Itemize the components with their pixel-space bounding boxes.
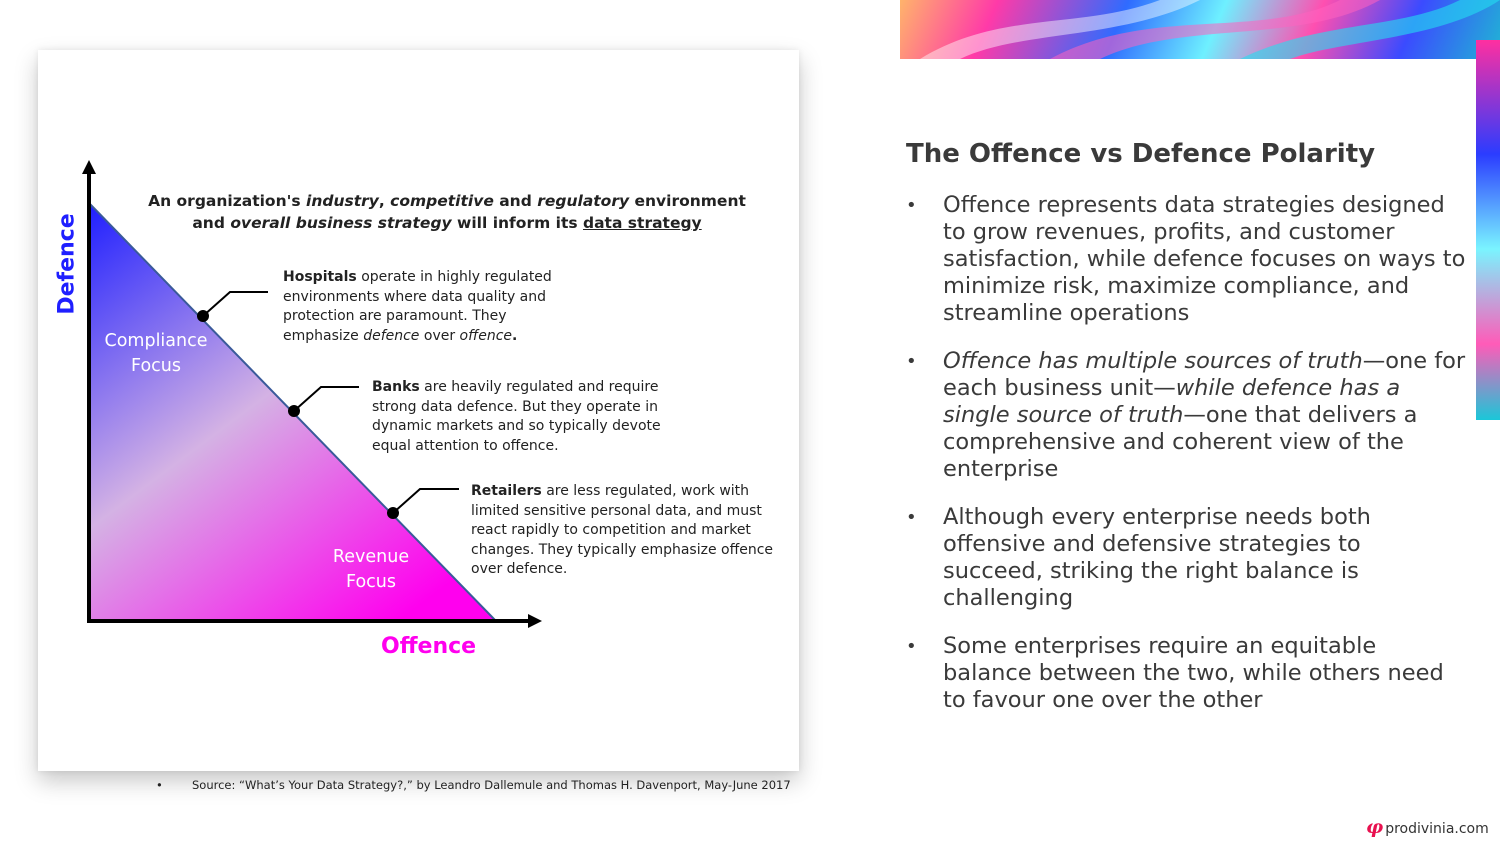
source-citation	[156, 778, 791, 792]
bullet-text: Although every enterprise needs both offensive and defensive strategies to succeed, striking the right balance is challenging	[943, 504, 1371, 611]
retailers-heading: Retailers	[471, 483, 542, 499]
bullet-item	[906, 192, 1466, 327]
retailers-dot	[387, 507, 399, 519]
hospitals-heading: Hospitals	[283, 269, 357, 285]
bullet-list	[906, 192, 1466, 735]
retailers-connector	[393, 489, 459, 513]
hospitals-text: operate in highly regulated environments where data quality and protection are paramount. They emphasize defence over offence.	[283, 269, 552, 344]
compliance-focus-label: Compliance Focus	[104, 331, 208, 376]
banks-connector	[294, 387, 359, 411]
offence-axis-label: Offence	[381, 634, 477, 659]
retailers-callout	[471, 482, 781, 580]
bullet-item	[906, 504, 1466, 612]
bullet-dot: •	[906, 351, 917, 372]
diagram-caption: An organization's industry, competitive and regulatory environment and overall business strategy will inform its data strategy	[148, 192, 746, 232]
bullet-dot: •	[906, 195, 917, 216]
hospitals-connector	[203, 292, 268, 316]
source-text: Source: “What’s Your Data Strategy?,” by Leandro Dallemule and Thomas H. Davenport, May-June 2017	[192, 778, 791, 792]
panel-title: The Offence vs Defence Polarity	[906, 139, 1376, 169]
banks-text: are heavily regulated and require strong data defence. But they operate in dynamic markets and so typically devote equal attention to offence.	[372, 379, 661, 454]
hospitals-callout	[283, 268, 583, 346]
prodivinia-logo-icon: φ	[1366, 816, 1384, 838]
bullet-item	[906, 348, 1466, 483]
x-axis-arrow	[528, 614, 542, 628]
hospitals-dot	[197, 310, 209, 322]
brand-name: prodivinia.com	[1385, 821, 1489, 837]
banks-heading: Banks	[372, 379, 420, 395]
y-axis-arrow	[82, 160, 96, 174]
bullet-text: Offence has multiple sources of truth—one for each business unit—while defence has a single source of truth—one that delivers a comprehensive and coherent view of the enterprise	[943, 348, 1466, 482]
bullet-text: Some enterprises require an equitable balance between the two, while others need to favour one over the other	[943, 633, 1444, 713]
bullet-dot: •	[906, 636, 917, 657]
bullet-text: Offence represents data strategies designed to grow revenues, profits, and customer satisfaction, while defence focuses on ways to minimize risk, maximize compliance, and streamline operations	[943, 192, 1466, 326]
brand-footer[interactable]	[1366, 816, 1489, 838]
defence-axis-label: Defence	[54, 213, 80, 315]
retailers-text: are less regulated, work with limited sensitive personal data, and must react rapidly to competition and market changes. They typically emphasize offence over defence.	[471, 483, 774, 577]
banks-dot	[288, 405, 300, 417]
revenue-focus-label: Revenue Focus	[332, 547, 410, 592]
source-bullet: •	[156, 778, 163, 792]
banks-callout	[372, 378, 672, 456]
bullet-item	[906, 633, 1466, 714]
bullet-dot: •	[906, 507, 917, 528]
